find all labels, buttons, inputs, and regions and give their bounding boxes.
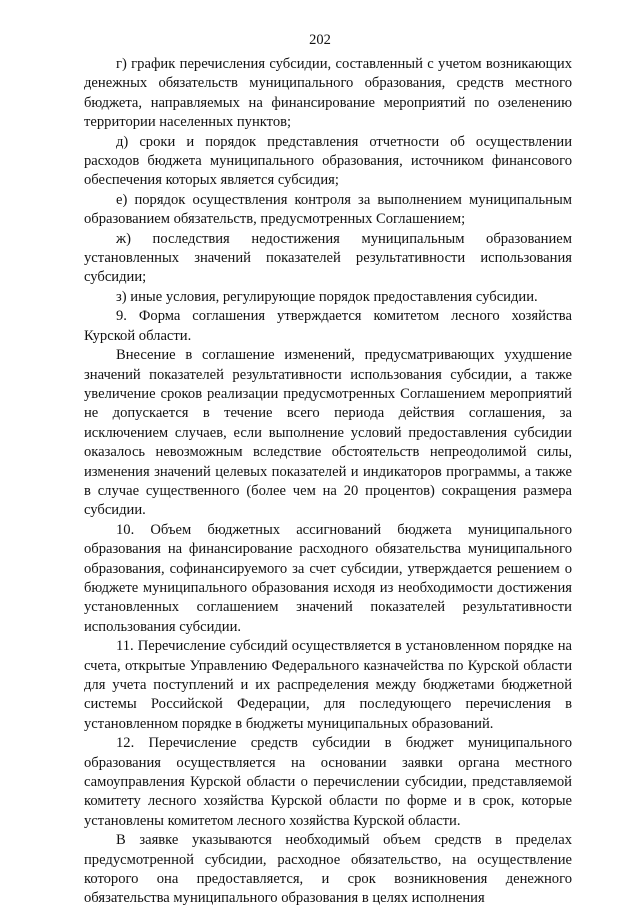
paragraph-amendments: Внесение в соглашение изменений, предусматривающих ухудшение значений показателей результативности использования субсидии, а также увеличение сроков реализации предусмотренных Соглашением мероприятий не допускается в течение всего периода действия соглашения, за исключением случаев, если выполнение условий предоставления субсидии оказалось невозможным вследствие обстоятельств непреодолимой силы, изменения значений целевых показателей и индикаторов программы, а также в случае существенного (более чем на 20 процентов) сокращения размера субсидии. xyxy=(84,347,572,519)
paragraph-clause-12: 12. Перечисление средств субсидии в бюджет муниципального образования осуществляется на основании заявки органа местного самоуправления Курской области о перечислении субсидии, представляемой комитету лесного хозяйства Курской области по форме и в срок, которые установлены комитетом лесного хозяйства Курской области. xyxy=(84,735,572,829)
paragraph-clause-9: 9. Форма соглашения утверждается комитетом лесного хозяйства Курской области. xyxy=(84,308,572,344)
paragraph-item-g: г) график перечисления субсидии, составленный с учетом возникающих денежных обязательств муниципального образования, средств местного бюджета, направляемых на финансирование мероприятий по озеленению территории населенных пунктов; xyxy=(84,56,572,131)
paragraph-item-d: д) сроки и порядок представления отчетности об осуществлении расходов бюджета муниципального образования, источником финансового обеспечения которых является субсидия; xyxy=(84,133,572,189)
paragraph-clause-10: 10. Объем бюджетных ассигнований бюджета муниципального образования на финансирование расходного обязательства муниципального образования, софинансируемого за счет субсидии, утверждается решением о бюджете муниципального образования исходя из необходимости достижения установленных соглашением значений показателей результативности использования субсидии. xyxy=(84,521,572,635)
document-body xyxy=(84,55,572,909)
page-number: 202 xyxy=(309,32,331,48)
paragraph-clause-11: 11. Перечисление субсидий осуществляется в установленном порядке на счета, открытые Управлению Федерального казначейства по Курской области для учета поступлений и их распределения между бюджетами бюджетной системы Российской Федерации, для последующего перечисления в установленном порядке в бюджеты муниципальных образований. xyxy=(84,638,572,732)
paragraph-application: В заявке указываются необходимый объем средств в пределах предусмотренной субсидии, расходное обязательство, на осуществление которого она предоставляется, и срок возникновения денежного обязательства муниципального образования в целях исполнения xyxy=(84,832,572,907)
paragraph-item-e: е) порядок осуществления контроля за выполнением муниципальным образованием обязательств, предусмотренных Соглашением; xyxy=(84,191,572,228)
paragraph-item-zh: ж) последствия недостижения муниципальным образованием установленных значений показателей результативности использования субсидии; xyxy=(84,230,572,286)
paragraph-item-z: з) иные условия, регулирующие порядок предоставления субсидии. xyxy=(116,288,538,305)
